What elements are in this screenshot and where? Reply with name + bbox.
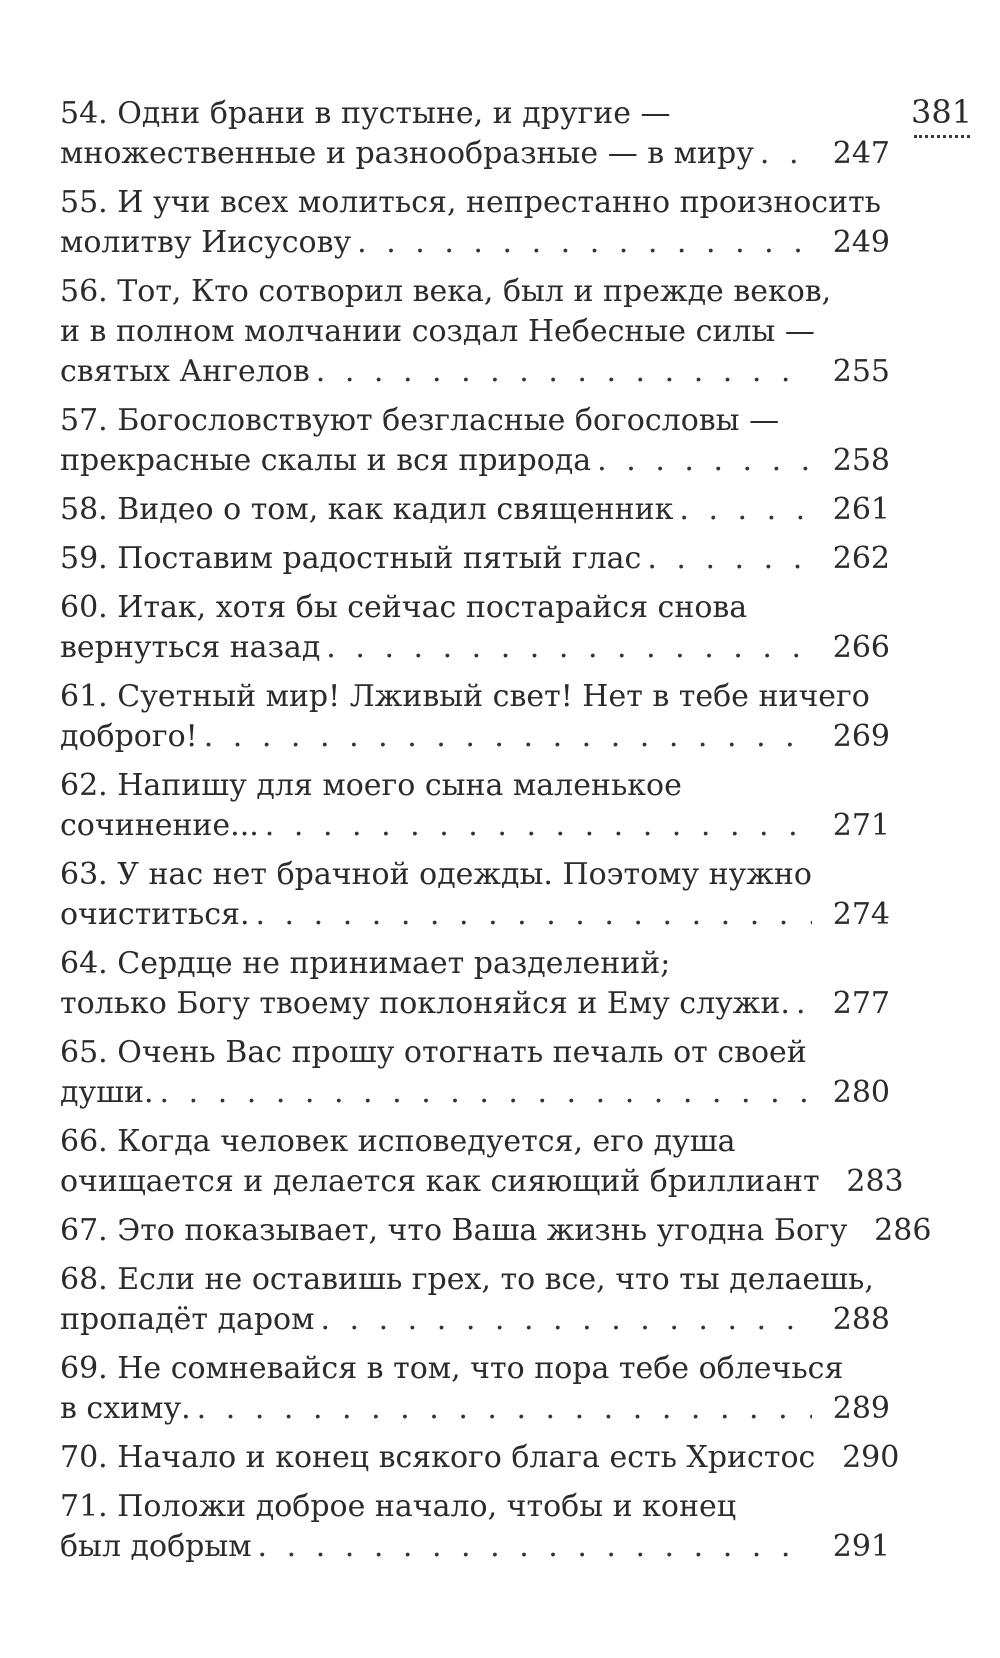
toc-entry-final-line [60, 1438, 900, 1478]
toc-page-number: 255 [832, 354, 890, 389]
toc-entry-title-line: молитву Иисусову [60, 225, 352, 260]
toc-entry-final-line [60, 352, 890, 392]
toc-entry-final-line [60, 984, 890, 1024]
toc-page-number: 274 [832, 897, 890, 932]
dot-leader [754, 134, 812, 174]
toc-entry-title-line: и в полном молчании создал Небесные силы — [60, 314, 815, 349]
toc-entry-title-line: сочинение... [60, 808, 259, 843]
toc-entry-final-line [60, 223, 890, 263]
toc-entry[interactable] [60, 944, 890, 1024]
dot-leader [259, 806, 812, 846]
toc-entry-title-line: 65. Очень Вас прошу отогнать печаль от своей [60, 1035, 807, 1070]
toc-entry[interactable] [60, 766, 890, 846]
toc-entry-title-line: доброго! [60, 719, 198, 754]
toc-entry-title-line: 71. Положи доброе начало, чтобы и конец [60, 1489, 737, 1524]
toc-entry-title-line: 59. Поставим радостный пятый глас [60, 541, 642, 576]
toc-entry-final-line [60, 134, 890, 174]
toc-entry[interactable] [60, 588, 890, 668]
toc-entry-final-line [60, 1389, 890, 1429]
dot-leader [351, 223, 812, 263]
toc-entry-title-line: 68. Если не оставишь грех, то все, что ты делаешь, [60, 1262, 874, 1297]
toc-page-number: 266 [832, 630, 890, 665]
toc-entry-title-line: в схиму. [60, 1391, 191, 1426]
toc-page-number: 261 [832, 492, 890, 527]
toc-entry-title-line: множественные и разнообразные — в миру [60, 136, 754, 171]
toc-entry[interactable] [60, 183, 890, 263]
toc-entry-final-line [60, 1300, 890, 1340]
toc-entry-title-line: 54. Одни брани в пустыне, и другие — [60, 96, 671, 131]
toc-page-number: 289 [832, 1391, 890, 1426]
toc-entry[interactable] [60, 1211, 932, 1251]
page-number-ornament [914, 135, 970, 143]
toc-page-number: 258 [832, 443, 890, 478]
toc-entry-final-line [60, 441, 890, 481]
toc-entry[interactable] [60, 677, 890, 757]
toc-entry-title-line: 63. У нас нет брачной одежды. Поэтому нужно [60, 857, 812, 892]
toc-entry[interactable] [60, 855, 890, 935]
toc-entry-title-line: был добрым [60, 1529, 252, 1564]
toc-page-number: 277 [832, 986, 890, 1021]
toc-entry-title-line: очищается и делается как сияющий бриллиант [60, 1164, 820, 1199]
table-of-contents [60, 94, 932, 1576]
toc-entry-title-line: 67. Это показывает, что Ваша жизнь угодна Богу [60, 1213, 848, 1248]
toc-entry-title-line: 61. Суетный мир! Лживый свет! Нет в тебе ничего [60, 679, 870, 714]
toc-entry-title-line: 60. Итак, хотя бы сейчас постарайся снова [60, 590, 748, 625]
toc-entry-title-line: очиститься. [60, 897, 250, 932]
toc-entry[interactable] [60, 1033, 890, 1113]
toc-entry-title-line: 58. Видео о том, как кадил священник [60, 492, 674, 527]
toc-entry-final-line [60, 1211, 932, 1251]
toc-entry-title-line: 57. Богословствуют безгласные богословы — [60, 403, 780, 438]
toc-entry-title-line: святых Ангелов [60, 354, 310, 389]
toc-entry[interactable] [60, 539, 890, 579]
toc-entry[interactable] [60, 401, 890, 481]
toc-entry-final-line [60, 717, 890, 757]
toc-entry-title-line: 66. Когда человек исповедуется, его душа [60, 1124, 736, 1159]
toc-entry-title-line: 70. Начало и конец всякого блага есть Христос [60, 1440, 816, 1475]
toc-page-number: 262 [832, 541, 890, 576]
toc-entry[interactable] [60, 1438, 900, 1478]
toc-page-number: 271 [832, 808, 890, 843]
dot-leader [320, 628, 812, 668]
dot-leader [249, 895, 812, 935]
toc-entry[interactable] [60, 1260, 890, 1340]
toc-page-number: 280 [832, 1075, 890, 1110]
toc-entry-title-line: только Богу твоему поклоняйся и Ему служи. [60, 986, 790, 1021]
toc-page-number: 288 [832, 1302, 890, 1337]
toc-entry-final-line [60, 539, 890, 579]
dot-leader [314, 1300, 812, 1340]
toc-page-number: 290 [842, 1440, 900, 1475]
toc-page-number: 247 [832, 136, 890, 171]
toc-entry-title-line: пропадёт даром [60, 1302, 315, 1337]
toc-page-number: 249 [832, 225, 890, 260]
toc-page-number: 286 [874, 1213, 932, 1248]
dot-leader [790, 984, 812, 1024]
dot-leader [641, 539, 812, 579]
toc-page-number: 283 [846, 1164, 904, 1199]
toc-entry-title-line: 64. Сердце не принимает разделений; [60, 946, 671, 981]
toc-entry-title-line: прекрасные скалы и вся природа [60, 443, 592, 478]
toc-entry-final-line [60, 1073, 890, 1113]
toc-entry-title-line: вернуться назад [60, 630, 321, 665]
toc-entry-title-line: 55. И учи всех молиться, непрестанно произносить [60, 185, 882, 220]
toc-entry-title-line: 56. Тот, Кто сотворил века, был и прежде веков, [60, 274, 832, 309]
dot-leader [591, 441, 812, 481]
dot-leader [310, 352, 812, 392]
toc-entry[interactable] [60, 272, 890, 392]
toc-entry-final-line [60, 1527, 890, 1567]
toc-entry[interactable] [60, 490, 890, 530]
dot-leader [191, 1389, 812, 1429]
dot-leader [154, 1073, 812, 1113]
dot-leader [673, 490, 812, 530]
toc-entry-final-line [60, 895, 890, 935]
toc-entry-final-line [60, 490, 890, 530]
toc-entry-title-line: 62. Напишу для моего сына маленькое [60, 768, 682, 803]
toc-entry-title-line: 69. Не сомневайся в том, что пора тебе облечься [60, 1351, 844, 1386]
toc-page-number: 269 [832, 719, 890, 754]
page-number: 381 [911, 93, 973, 131]
toc-entry-title-line: души. [60, 1075, 154, 1110]
dot-leader [198, 717, 812, 757]
dot-leader [252, 1527, 812, 1567]
toc-entry[interactable] [60, 1487, 890, 1567]
toc-entry[interactable] [60, 94, 890, 174]
toc-entry-final-line [60, 1162, 904, 1202]
toc-entry-final-line [60, 628, 890, 668]
toc-page-number: 291 [832, 1529, 890, 1564]
toc-entry-final-line [60, 806, 890, 846]
toc-entry[interactable] [60, 1349, 890, 1429]
toc-entry[interactable] [60, 1122, 904, 1202]
